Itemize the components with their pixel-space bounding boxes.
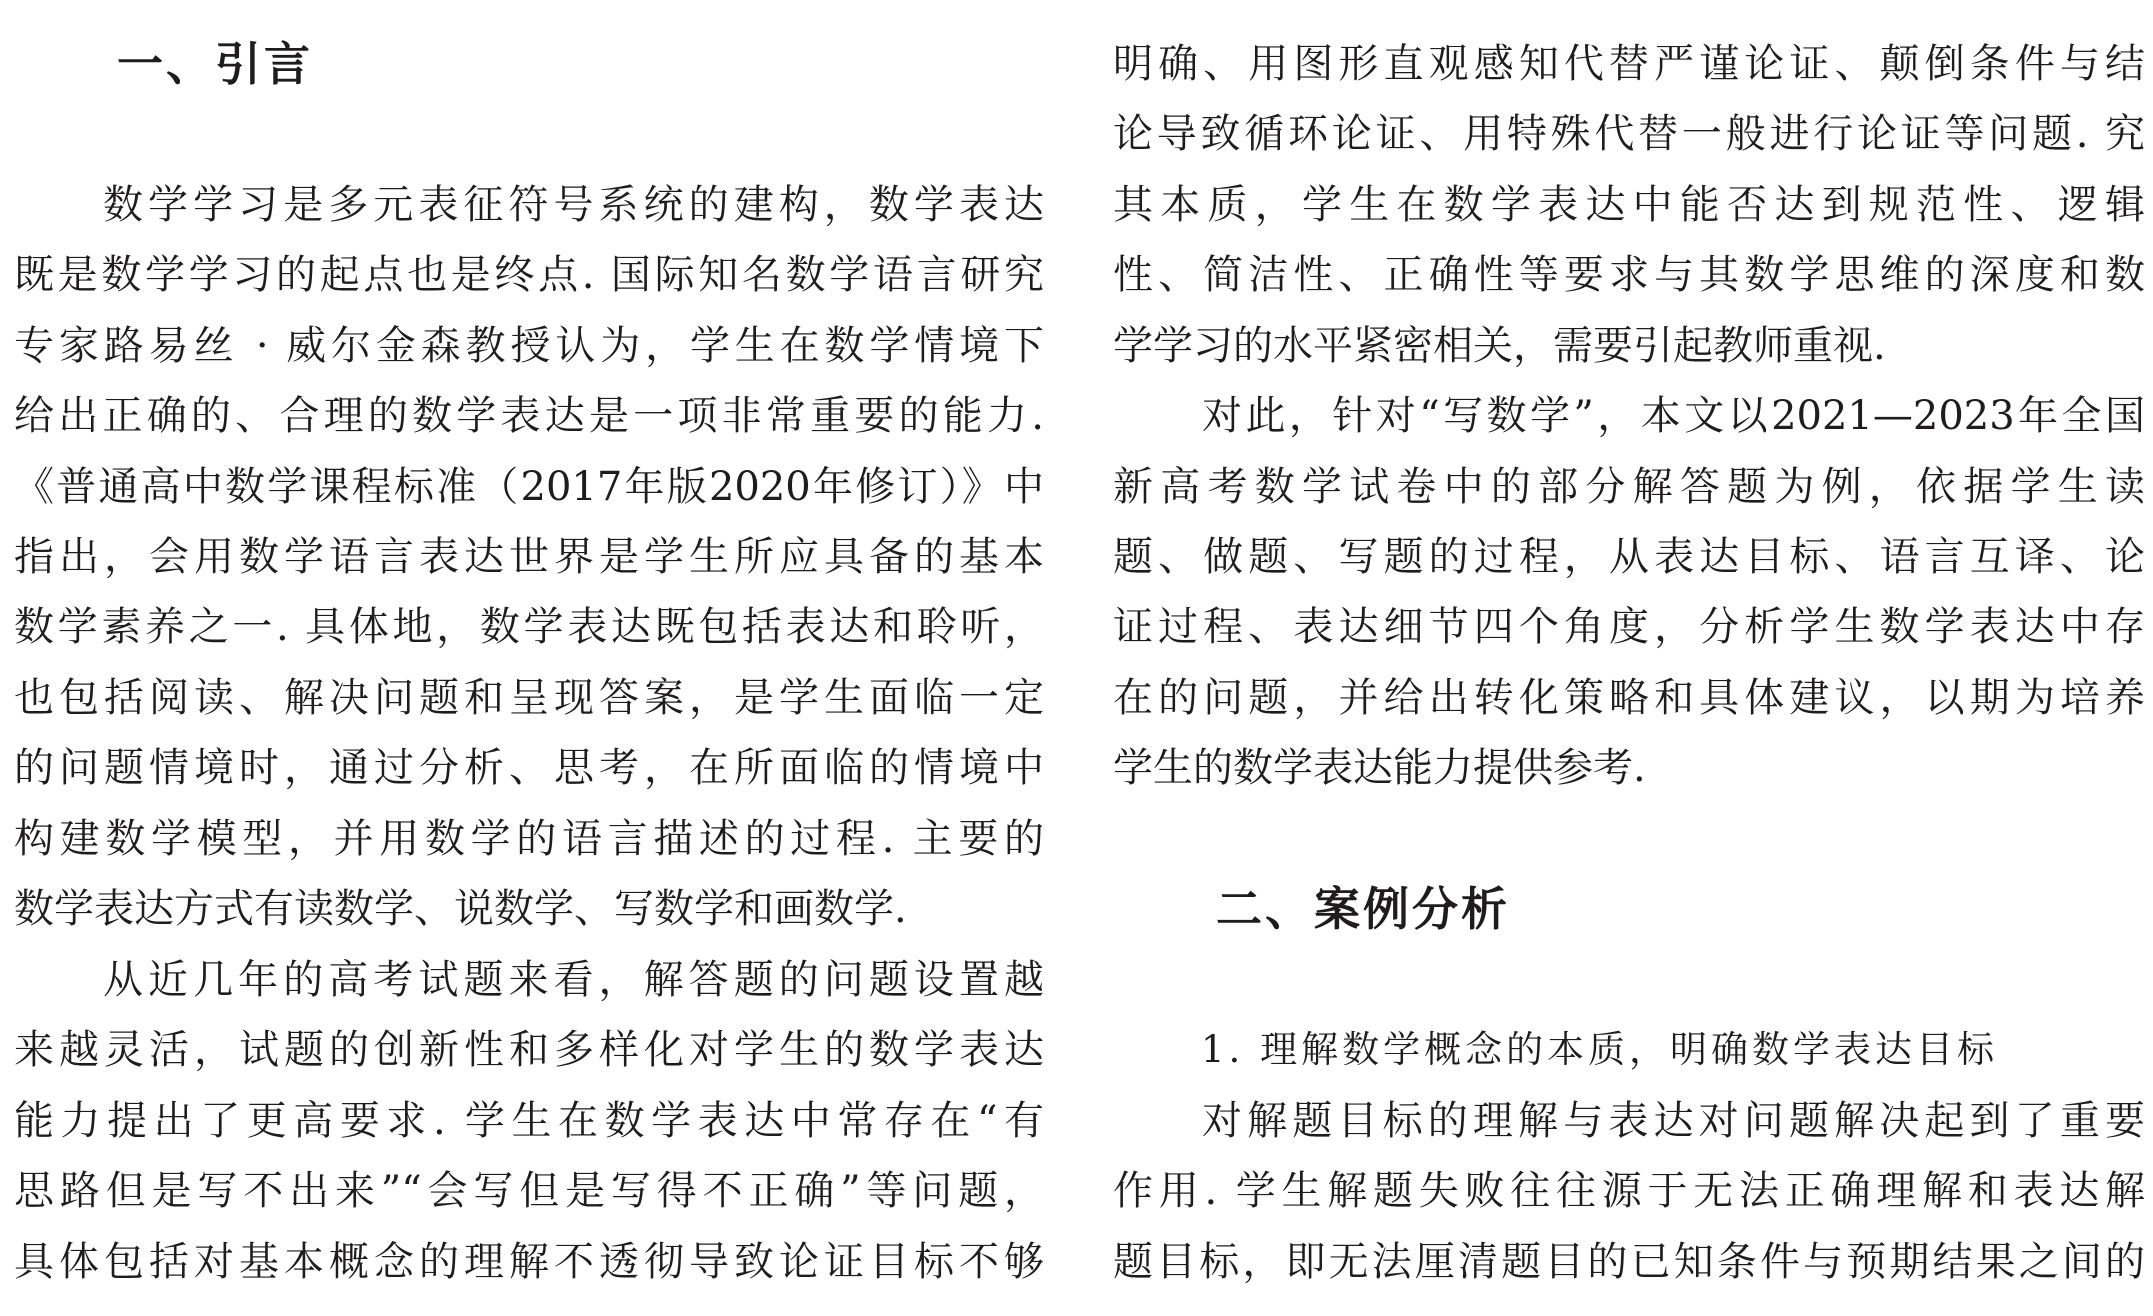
- text-line: 数学素养之一. 具体地，数学表达既包括表达和聆听，: [14, 604, 1044, 651]
- text-line: 《普通高中数学课程标准（2017年版2020年修订）》中: [14, 463, 1044, 510]
- paragraph: [14, 945, 1044, 1297]
- text-line: 对解题目标的理解与表达对问题解决起到了重要: [1202, 1097, 2145, 1144]
- section-heading-introduction: 一、引言: [117, 36, 313, 91]
- text-line: 也包括阅读、解决问题和呈现答案，是学生面临一定: [14, 674, 1044, 721]
- text-line: 对此，针对“写数学”，本文以2021—2023年全国: [1202, 393, 2145, 440]
- text-line: 数学表达方式有读数学、说数学、写数学和画数学.: [14, 886, 907, 933]
- text-line: 具体包括对基本概念的理解不透彻导致论证目标不够: [14, 1238, 1044, 1285]
- text-line: 专家路易丝 · 威尔金森教授认为，学生在数学情境下: [14, 322, 1044, 369]
- text-line: 论导致循环论证、用特殊代替一般进行论证等问题. 究: [1113, 111, 2145, 158]
- right-column: [1113, 29, 2145, 1297]
- text-line: 明确、用图形直观感知代替严谨论证、颠倒条件与结: [1113, 40, 2145, 87]
- paragraph: [1113, 381, 2145, 804]
- left-column: [14, 29, 1044, 1297]
- text-line: 题、做题、写题的过程，从表达目标、语言互译、论: [1113, 533, 2145, 580]
- text-line: 思路但是写不出来”“会写但是写得不正确”等问题，: [14, 1168, 1044, 1215]
- text-line: 给出正确的、合理的数学表达是一项非常重要的能力.: [14, 393, 1044, 440]
- text-line: 来越灵活，试题的创新性和多样化对学生的数学表达: [14, 1027, 1044, 1074]
- text-line: 学生的数学表达能力提供参考.: [1113, 745, 1646, 792]
- text-line: 新高考数学试卷中的部分解答题为例，依据学生读: [1113, 463, 2145, 510]
- text-line: 学学习的水平紧密相关，需要引起教师重视.: [1113, 322, 1886, 369]
- section-heading-case-analysis: 二、案例分析: [1216, 882, 1510, 937]
- paragraph: [14, 170, 1044, 945]
- text-line: 能力提出了更高要求. 学生在数学表达中常存在“有: [14, 1097, 1044, 1144]
- text-line: 其本质，学生在数学表达中能否达到规范性、逻辑: [1113, 181, 2145, 228]
- text-line: 性、简洁性、正确性等要求与其数学思维的深度和数: [1113, 252, 2145, 299]
- paragraph: [1113, 1086, 2145, 1297]
- text-line: 的问题情境时，通过分析、思考，在所面临的情境中: [14, 745, 1044, 792]
- text-line: 数学学习是多元表征符号系统的建构，数学表达: [103, 181, 1044, 228]
- subsection-heading: 1. 理解数学概念的本质，明确数学表达目标: [1201, 1028, 1999, 1072]
- text-line: 既是数学学习的起点也是终点. 国际知名数学语言研究: [14, 252, 1044, 299]
- text-line: 在的问题，并给出转化策略和具体建议，以期为培养: [1113, 674, 2145, 721]
- paragraph: [1113, 29, 2145, 381]
- text-line: 指出，会用数学语言表达世界是学生所应具备的基本: [14, 533, 1044, 580]
- text-line: 证过程、表达细节四个角度，分析学生数学表达中存: [1113, 604, 2145, 651]
- text-line: 构建数学模型，并用数学的语言描述的过程. 主要的: [14, 815, 1044, 862]
- text-line: 从近几年的高考试题来看，解答题的问题设置越: [103, 956, 1044, 1003]
- text-line: 作用. 学生解题失败往往源于无法正确理解和表达解: [1113, 1168, 2145, 1215]
- text-line: 题目标，即无法厘清题目的已知条件与预期结果之间的: [1113, 1238, 2145, 1285]
